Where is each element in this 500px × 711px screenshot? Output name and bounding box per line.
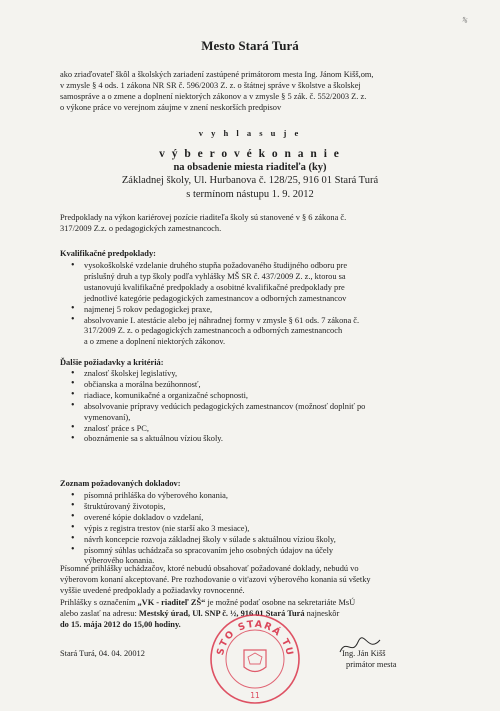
list-item-line: výpis z registra trestov (nie starší ako 3 mesiace), xyxy=(84,523,250,533)
school-address: Základnej školy, Ul. Hurbanova č. 128/25, 916 01 Stará Turá xyxy=(121,175,379,186)
list-item-line: príslušný druh a typ školy podľa vyhlášky MŠ SR č. 437/2009 Z. z., ktorou sa xyxy=(84,271,346,281)
list-item-line: absolvovanie I. atestácie alebo jej náhradnej formy v zmysle § 61 ods. 7 zákona č. xyxy=(84,315,360,325)
intro-line: v zmysle § 4 ods. 1 zákona NR SR č. 596/2003 Z. z. o štátnej správe v školstve a školskej xyxy=(60,81,361,90)
corner-mark: % xyxy=(460,15,470,25)
closing-line: vyššie uvedené predpoklady a požiadavky rovnocenné. xyxy=(60,586,245,595)
vk-heading: v ý b e r o v é k o n a n i e xyxy=(159,148,341,160)
svg-text:11: 11 xyxy=(250,691,260,700)
intro-line: samospráve a o zmene a doplnení niektorých zákonov a v zmysle § 5 zák. č. 552/2003 Z. z. xyxy=(60,92,367,101)
closing-line: výberovom konaní akceptované. Pre rozhodovanie o vit'azovi výberového konania sú všetky xyxy=(60,575,371,584)
list-item-line: znalosť školskej legislatívy, xyxy=(84,369,178,378)
list-bullet: • xyxy=(71,389,75,401)
list-item-line: riadiace, komunikačné a organizačné schopnosti, xyxy=(84,390,249,400)
prihlasky-text: je možné podať osobne na sekretariáte MsÚ xyxy=(205,598,356,607)
list-bullet: • xyxy=(71,511,75,523)
zoznam-heading: Zoznam požadovaných dokladov: xyxy=(60,479,181,488)
intro-line: ako zriaďovateľ škôl a školských zariadení zastúpené primátorom mesta Ing. Jánom Kišš,om, xyxy=(60,70,374,79)
prihlasky-line-1 xyxy=(60,597,355,608)
list-bullet: • xyxy=(71,400,75,412)
list-bullet: • xyxy=(71,500,75,512)
closing-line: Písomné prihlášky uchádzačov, ktoré nebudú obsahovať požadované doklady, nebudú vo xyxy=(60,564,359,573)
svg-text:MESTO STARÁ TURÁ: STO STARÁ TU xyxy=(215,618,296,658)
vyhlasuje-heading: v y h l a s u j e xyxy=(198,128,302,138)
list-item-line: a o zmene a doplnení niektorých zákonov. xyxy=(84,337,226,347)
list-item-line: oboznámenie sa s aktuálnou víziou školy. xyxy=(84,434,224,444)
intro-line: o výkone práce vo verejnom záujme v znení neskorších predpisov xyxy=(60,103,282,112)
list-bullet: • xyxy=(71,489,75,501)
office-address: Mestský úrad, Ul. SNP č. ½, 916 01 Stará Turá xyxy=(138,609,305,618)
list-item-line: štruktúrovaný životopis, xyxy=(84,501,166,511)
list-item-line: najmenej 5 rokov pedagogickej praxe, xyxy=(84,304,213,314)
list-bullet: • xyxy=(71,303,75,315)
list-item-line: písomná prihláška do výberového konania, xyxy=(84,491,228,500)
list-bullet: • xyxy=(71,422,75,433)
list-item-line: jednotlivé kategórie pedagogických zamestnancov a odborných zamestnancov xyxy=(84,293,347,303)
list-item-line: absolvovanie prípravy vedúcich pedagogických zamestnancov (možnosť doplniť po xyxy=(84,401,366,411)
list-item-line: znalosť práce s PC, xyxy=(84,423,149,433)
document-date: Stará Turá, 04. 04. 20012 xyxy=(60,649,145,658)
predpoklady-line: 317/2009 Z.z. o pedagogických zamestnancoch. xyxy=(60,224,222,233)
predpoklady-line: Predpoklady na výkon kariérovej pozície riaditeľa školy sú stanovené v § 6 zákona č. xyxy=(60,213,347,222)
list-bullet: • xyxy=(71,533,75,545)
prihlasky-text: najneskôr xyxy=(304,609,340,618)
list-item-line: písomný súhlas uchádzača so spracovaním jeho osobných údajov na účely xyxy=(84,545,334,555)
list-bullet: • xyxy=(71,367,75,379)
list-bullet: • xyxy=(71,522,75,534)
list-bullet: • xyxy=(71,544,75,555)
list-item-line: vymenovaní), xyxy=(84,412,131,422)
list-item-line: overené kópie dokladov o vzdelaní, xyxy=(84,512,204,522)
dalsie-heading: Ďalšie požiadavky a kritériá: xyxy=(60,358,164,367)
list-item-line: návrh koncepcie rozvoja základnej školy v súlade s aktuálnou víziou školy, xyxy=(84,534,336,544)
position-heading: na obsadenie miesta riaditeľa (ky) xyxy=(173,162,327,173)
prihlasky-text: alebo zaslať na adresu: xyxy=(60,609,139,618)
kval-heading: Kvalifikačné predpoklady: xyxy=(60,249,156,258)
list-bullet: • xyxy=(71,314,75,325)
prihlasky-text: Prihlášky s označením xyxy=(60,598,138,607)
signer-name: Ing. Ján Kišš xyxy=(342,649,386,658)
list-item-line: výberového konania. xyxy=(84,556,155,566)
signer-title: primátor mesta xyxy=(346,660,397,669)
list-bullet: • xyxy=(71,259,75,271)
list-item-line: vysokoškolské vzdelanie druhého stupňa požadovaného študijného odboru pre xyxy=(84,261,348,270)
list-bullet: • xyxy=(71,378,75,390)
document-title: Mesto Stará Turá xyxy=(201,38,299,53)
list-item-line: ustanovujú kvalifikačné predpoklady a osobitné kvalifikačné predpoklady pre xyxy=(84,282,345,292)
deadline: do 15. mája 2012 do 15,00 hodiny. xyxy=(60,620,181,629)
list-item-line: 317/2009 Z. z. o pedagogických zamestnancoch a odborných zamestnancoch xyxy=(84,326,343,336)
prihlasky-marking: „VK - riaditeľ ZŠ“ xyxy=(137,598,206,607)
list-bullet: • xyxy=(71,432,75,444)
start-term: s termínom nástupu 1. 9. 2012 xyxy=(186,189,314,200)
list-item-line: občianska a morálna bezúhonnosť, xyxy=(84,379,201,389)
official-stamp xyxy=(208,612,302,706)
